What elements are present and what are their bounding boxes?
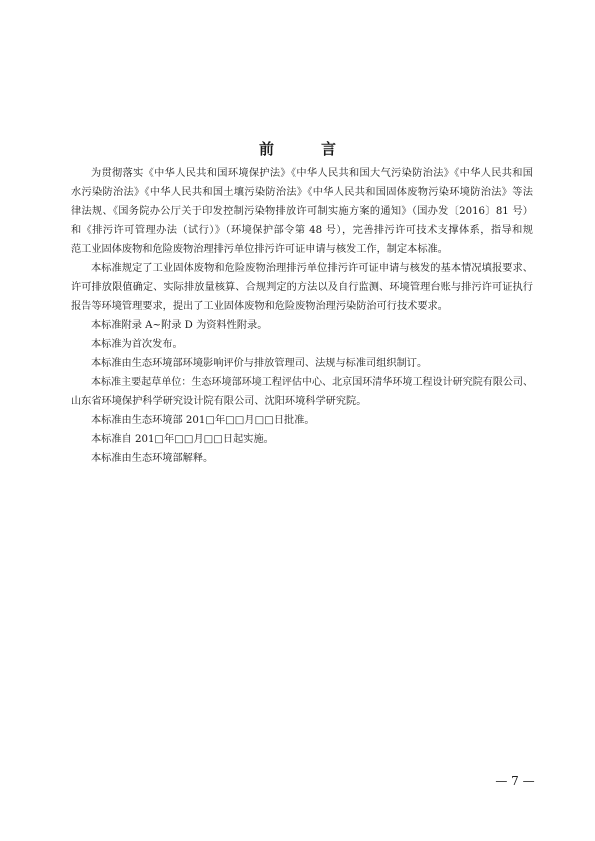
page-title: 前 言 [258,140,352,158]
paragraph-line: 报告等环境管理要求，提出了工业固体废物和危险废物治理污染防治可行技术要求。 [71,301,448,312]
paragraph-line: 范工业固体废物和危险废物治理排污单位排污许可证申请与核发工作，制定本标准。 [71,244,448,255]
paragraph-line: 本标准主要起草单位：生态环境部环境工程评估中心、北京国环清华环境工程设计研究院有限公司、 [91,377,533,388]
paragraph-6 [71,373,533,411]
paragraph-4: 本标准为首次发布。 [91,339,183,350]
paragraph-line: 水污染防治法》《中华人民共和国土壤污染防治法》《中华人民共和国固体废物污染环境防治法》等法 [71,187,533,198]
paragraph-8: 本标准自 201□年□□月□□日起实施。 [91,434,274,445]
page-number: — 7 — [495,774,535,788]
paragraph-5: 本标准由生态环境部环境影响评价与排放管理司、法规与标准司组织制订。 [91,358,428,369]
paragraph-1 [71,164,533,259]
foreword-body [71,164,533,468]
paragraph-9: 本标准由生态环境部解释。 [91,453,214,464]
paragraph-2 [71,259,533,316]
paragraph-line: 为贯彻落实《中华人民共和国环境保护法》《中华人民共和国大气污染防治法》《中华人民共和国 [91,168,533,179]
paragraph-line: 律法规、《国务院办公厅关于印发控制污染物排放许可制实施方案的通知》（国办发〔2016〕81 号） [71,206,533,217]
paragraph-line: 本标准规定了工业固体废物和危险废物治理排污单位排污许可证申请与核发的基本情况填报要求、 [91,263,533,274]
paragraph-3: 本标准附录 A~附录 D 为资料性附录。 [91,320,268,331]
paragraph-7: 本标准由生态环境部 201□年□□月□□日批准。 [91,415,315,426]
paragraph-line: 和《排污许可管理办法（试行）》（环境保护部令第 48 号），完善排污许可技术支撑体系，指导和规 [71,225,533,236]
paragraph-line: 许可排放限值确定、实际排放量核算、合规判定的方法以及自行监测、环境管理台账与排污许可证执行 [71,282,533,293]
paragraph-line: 山东省环境保护科学研究设计院有限公司、沈阳环境科学研究院。 [71,396,367,407]
